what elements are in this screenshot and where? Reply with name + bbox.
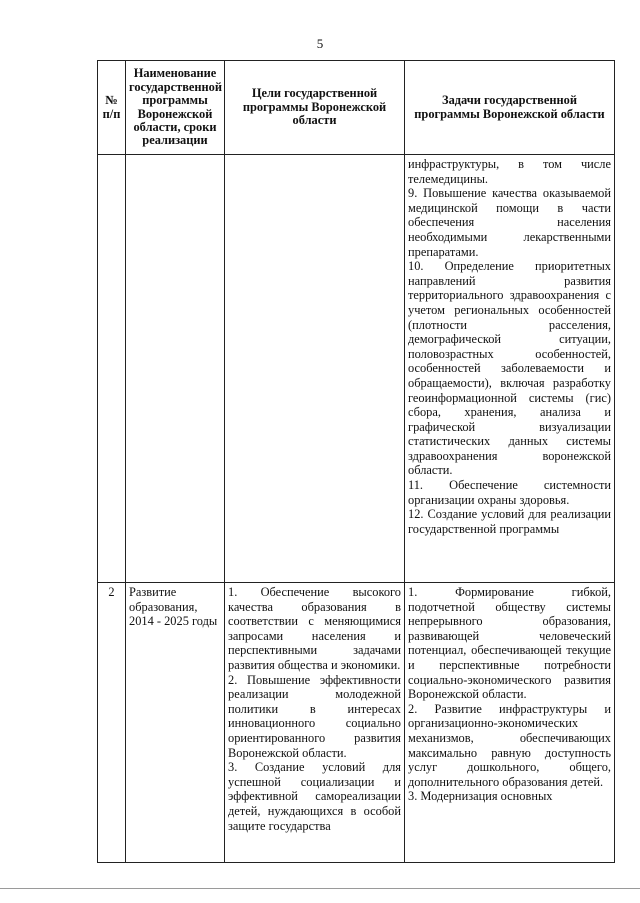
task-item: 12. Создание условий для реализации государственной программы [408, 507, 611, 536]
goal-item: 1. Обеспечение высокого качества образования в соответствии с меняющимися запросами населения и перспективными задачами развития общества и экономики. [228, 585, 401, 672]
table-row [98, 155, 615, 583]
header-number: № п/п [98, 61, 126, 155]
goal-item: 2. Повышение эффективности реализации молодежной политики в интересах инновационного социально ориентированного развития Воронежской области. [228, 672, 401, 760]
programs-table [97, 60, 615, 863]
table-header-row [98, 61, 615, 155]
program-name: Развитие образования, 2014 - 2025 годы [126, 583, 225, 863]
task-item: 9. Повышение качества оказываемой медицинской помощи в части обеспечения населения необходимыми лекарственными препаратами. [408, 186, 611, 259]
row-number: 2 [98, 583, 126, 863]
header-tasks: Задачи государственной программы Воронежской области [405, 61, 615, 155]
program-tasks [405, 155, 615, 583]
table-row [98, 583, 615, 863]
header-goals: Цели государственной программы Воронежской области [225, 61, 405, 155]
task-item: инфраструктуры, в том числе телемедицины. [408, 157, 611, 186]
program-name [126, 155, 225, 583]
page-bottom-rule [0, 888, 640, 889]
task-item: 2. Развитие инфраструктуры и организационно-экономических механизмов, обеспечивающих максимально равную доступность услуг дошкольного, общего, дополнительного образования детей. [408, 701, 611, 789]
task-item: 1. Формирование гибкой, подотчетной обществу системы непрерывного образования, развивающей человеческий потенциал, обеспечивающей текущие и перспективные потребности социально-экономического развития Воронежской области. [408, 585, 611, 702]
page-number: 5 [316, 36, 324, 51]
task-item: 3. Модернизация основных [408, 789, 553, 804]
program-tasks [405, 583, 615, 863]
program-goals [225, 155, 405, 583]
row-number [98, 155, 126, 583]
task-item: 11. Обеспечение системности организации охраны здоровья. [408, 478, 611, 507]
goal-item: 3. Создание условий для успешной социализации и эффективной самореализации детей, нуждающихся в особой защите государства [228, 760, 401, 833]
program-goals [225, 583, 405, 863]
task-item: 10. Определение приоритетных направлений развития территориального здравоохранения с учетом региональных особенностей (плотности расселения, демографической ситуации, половозрастных особенностей, особенностей заболеваемости и обращаемости), включая разработку геоинформационной системы (гис) сбора, хранения, анализа и графической визуализации статистических данных системы здравоохранения воронежской области. [408, 259, 611, 478]
header-program-name: Наименование государственной программы Воронежской области, сроки реализации [126, 61, 225, 155]
